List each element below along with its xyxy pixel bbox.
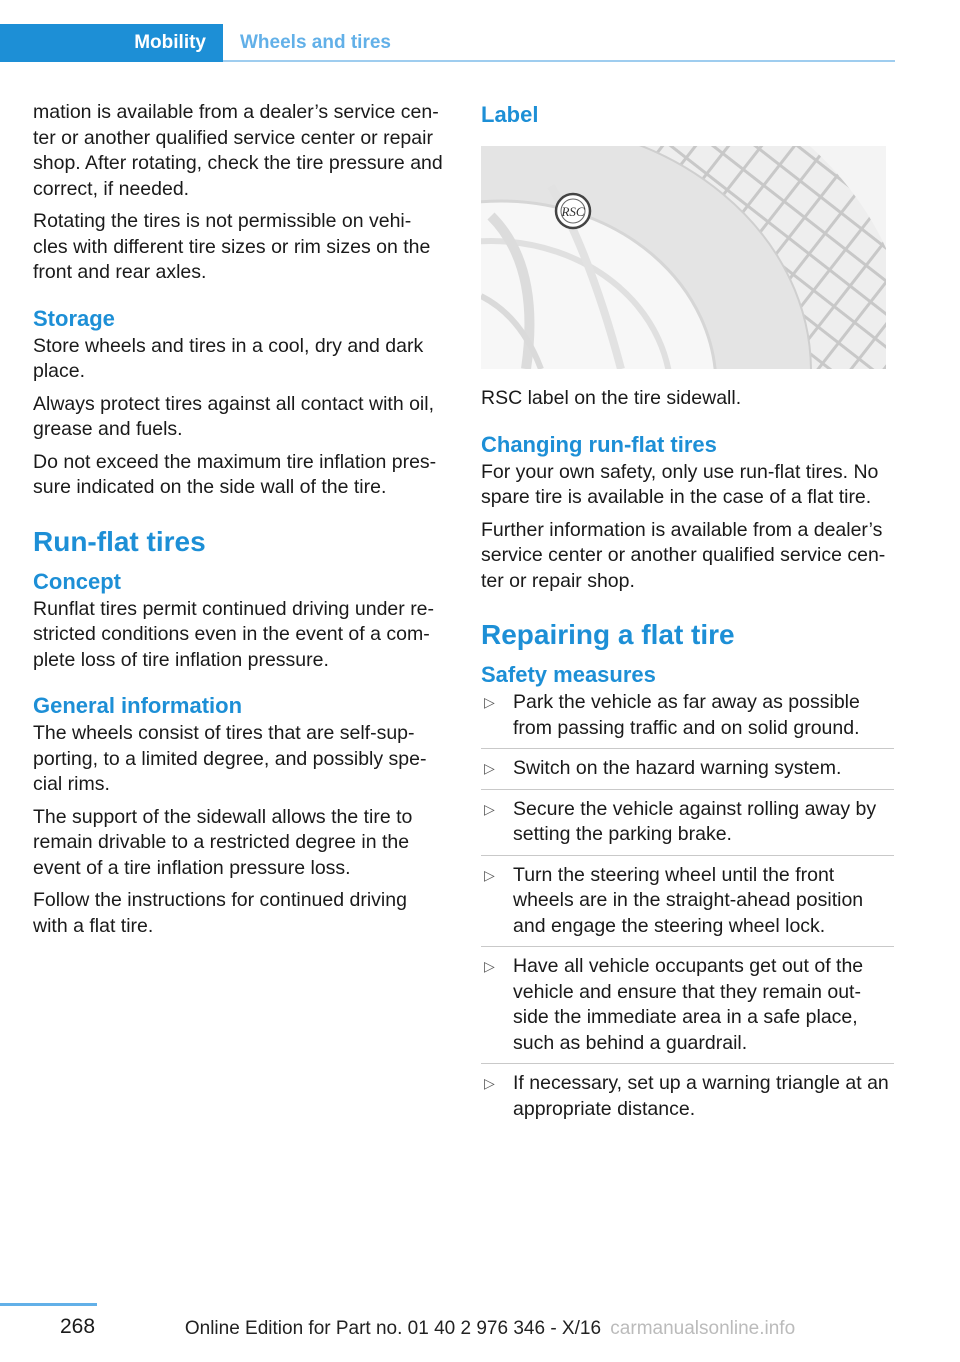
section-tab-wheels-and-tires: Wheels and tires	[240, 32, 391, 53]
svg-text:RSC: RSC	[561, 204, 585, 219]
list-item: ▷ Turn the steering wheel until the front wheels are in the straight-ahead position and engage the steering wheel lock.	[481, 863, 894, 948]
triangle-bullet-icon: ▷	[484, 958, 495, 974]
heading-general-information: General information	[33, 693, 243, 718]
paragraph: The wheels consist of tires that are self-sup- porting, to a limited degree, and possibly spe- cial rims.	[33, 722, 427, 795]
paragraph: Do not exceed the maximum tire inflation pres- sure indicated on the side wall of the tire.	[33, 450, 437, 498]
edition-text: Online Edition for Part no. 01 40 2 976 346 - X/16	[184, 1318, 602, 1339]
paragraph: Always protect tires against all contact with oil, grease and fuels.	[33, 392, 435, 440]
heading-storage: Storage	[33, 305, 115, 331]
paragraph: mation is available from a dealer’s service cen- ter or another qualified service center or repair shop. After rotating, check the tire pressure and correct, if needed.	[33, 101, 443, 200]
footer-edition	[0, 1318, 960, 1340]
section-tab-mobility: Mobility	[0, 24, 223, 62]
paragraph: Further information is available from a dealer’s service center or another qualified service cen- ter or repair shop.	[481, 518, 886, 592]
list-item: ▷ Park the vehicle as far away as possible from passing traffic and on solid ground.	[481, 690, 894, 749]
paragraph: For your own safety, only use run-flat tires. No spare tire is available in the case of a flat tire.	[481, 460, 879, 508]
triangle-bullet-icon: ▷	[484, 1075, 495, 1091]
paragraph: Store wheels and tires in a cool, dry and dark place.	[33, 334, 424, 382]
paragraph: Rotating the tires is not permissible on vehi- cles with different tire sizes or rim sizes on the front and rear axles.	[33, 210, 431, 283]
triangle-bullet-icon: ▷	[484, 694, 495, 710]
left-column	[33, 100, 446, 946]
list-item: ▷ Have all vehicle occupants get out of the vehicle and ensure that they remain out- side the immediate area in a safe place, such as behind a guardrail.	[481, 954, 894, 1064]
heading-run-flat-tires: Run-flat tires	[33, 525, 206, 557]
triangle-bullet-icon: ▷	[484, 760, 495, 776]
page-number-rule	[0, 1303, 97, 1306]
right-column	[481, 100, 894, 1136]
safety-measures-list	[481, 690, 894, 1129]
watermark-text: carmanualsonline.info	[610, 1318, 796, 1339]
list-item: ▷ Secure the vehicle against rolling away by setting the parking brake.	[481, 797, 894, 856]
list-item: ▷ Switch on the hazard warning system.	[481, 756, 894, 790]
paragraph: The support of the sidewall allows the tire to remain drivable to a restricted degree in the event of a tire inflation pressure loss.	[33, 805, 413, 879]
page-header	[0, 24, 895, 62]
paragraph: Runflat tires permit continued driving under re- stricted conditions even in the event of a com- plete loss of tire inflation pressure.	[33, 597, 435, 671]
header-rule	[223, 60, 895, 62]
triangle-bullet-icon: ▷	[484, 800, 495, 817]
list-item: ▷ If necessary, set up a warning triangle at an appropriate distance.	[484, 1072, 889, 1120]
page-number: 268	[60, 1315, 96, 1338]
heading-changing-run-flat-tires: Changing run-flat tires	[481, 431, 717, 457]
heading-concept: Concept	[33, 568, 121, 594]
heading-safety-measures: Safety measures	[481, 662, 656, 687]
tire-sidewall-image	[481, 146, 886, 369]
heading-label: Label	[481, 102, 539, 127]
triangle-bullet-icon: ▷	[484, 866, 495, 883]
rsc-logo-icon	[556, 194, 590, 228]
image-caption: RSC label on the tire sidewall.	[481, 387, 742, 409]
heading-repairing-a-flat-tire: Repairing a flat tire	[481, 619, 735, 650]
paragraph: Follow the instructions for continued driving with a flat tire.	[33, 889, 407, 937]
